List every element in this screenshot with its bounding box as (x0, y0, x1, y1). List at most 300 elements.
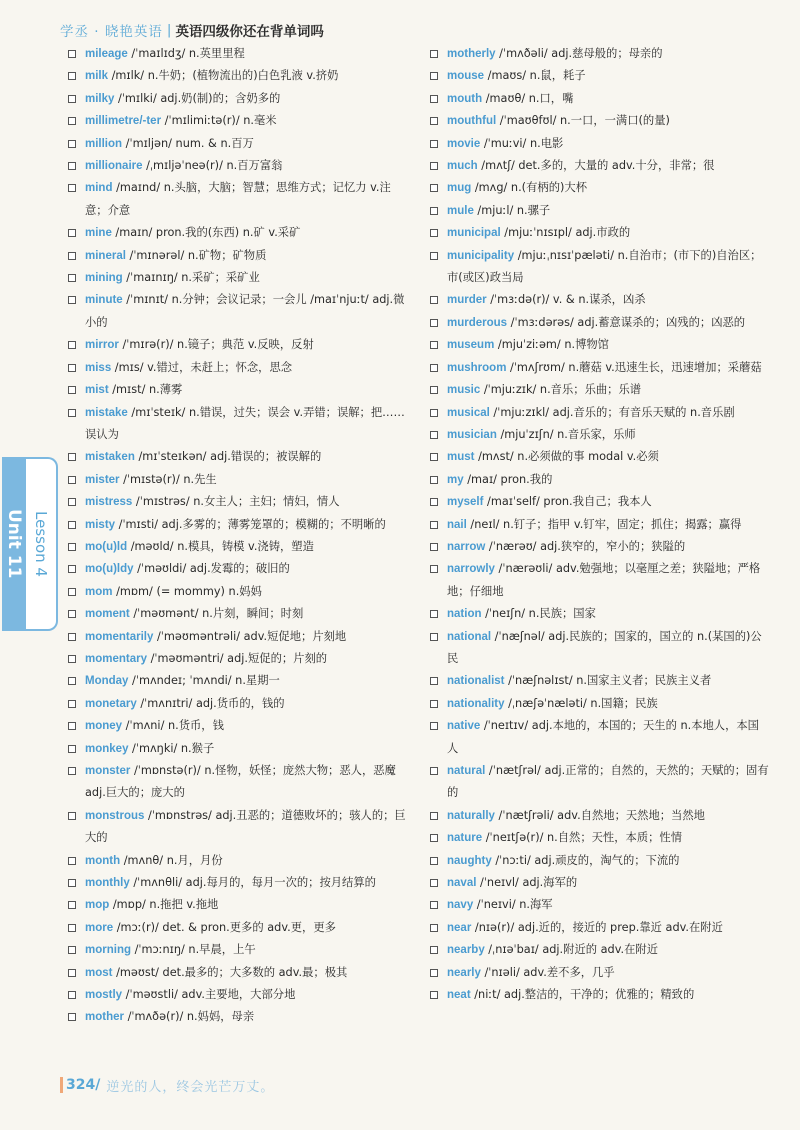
vocab-definition: /ˈmɪlki/ adj.奶(制)的；含奶多的 (114, 91, 281, 105)
vocab-entry (430, 379, 770, 401)
vocab-word: mop (85, 899, 110, 912)
vocab-entry (430, 222, 770, 244)
vocab-entry (430, 177, 770, 199)
vocab-word: mule (447, 204, 474, 217)
vocab-word: millionaire (85, 160, 143, 173)
vocab-word: million (85, 137, 123, 150)
vocab-entry (430, 155, 770, 177)
vocab-definition: /ˈmʌnθli/ adj.每月的，每月一次的；按月结算的 (129, 876, 376, 890)
vocab-definition: /mjuːˈnɪsɪpl/ adj.市政的 (500, 226, 631, 240)
vocab-definition: /ˈməʊstli/ adv.主要地，大部分地 (122, 988, 296, 1002)
vocab-entry (430, 536, 770, 558)
vocab-word: naval (447, 877, 477, 890)
page-number-slash: / (95, 1077, 101, 1093)
vocab-definition: /ˈməʊməntri/ adj.短促的；片刻的 (147, 651, 328, 665)
vocab-word: municipality (447, 249, 515, 262)
vocab-entry (68, 222, 408, 244)
vocab-definition: /niːt/ adj.整洁的，干净的；优雅的；精致的 (470, 988, 695, 1002)
vocab-definition: /ˈneɪvi/ n.海军 (473, 898, 553, 912)
vocab-entry (68, 110, 408, 132)
vocab-word: mining (85, 272, 123, 285)
vocab-definition: /nɪə(r)/ adj.近的，接近的 prep.靠近 adv.在附近 (471, 920, 723, 934)
vocab-definition: /məʊld/ n.模具，铸模 v.浇铸，塑造 (127, 539, 314, 553)
vocab-entry (68, 670, 408, 692)
checkbox[interactable] (430, 184, 438, 192)
vocab-entry (430, 491, 770, 513)
checkbox[interactable] (68, 924, 76, 932)
vocab-entry (68, 760, 408, 805)
vocab-word: native (447, 720, 481, 733)
footer-motto: 逆光的人，终会光芒万丈。 (106, 1079, 275, 1095)
vocab-definition: /ˈmaɪlɪdʒ/ n.英里里程 (127, 47, 245, 60)
vocab-word: mist (85, 384, 109, 397)
vocab-definition: /ˈnærəʊli/ adv.勉强地；以毫厘之差；狭隘地；严格地；仔细地 (447, 562, 761, 598)
checkbox[interactable] (430, 252, 438, 260)
vocab-definition: /ˈmɪstə(r)/ n.先生 (119, 472, 217, 486)
checkbox[interactable] (430, 476, 438, 484)
vocab-entry (68, 715, 408, 737)
checkbox[interactable] (430, 386, 438, 394)
vocab-word: mushroom (447, 361, 507, 374)
vocab-word: naturally (447, 809, 495, 822)
checkbox[interactable] (68, 140, 76, 148)
page-number: 324 (60, 1077, 95, 1093)
vocab-word: national (447, 630, 492, 643)
vocab-definition: /ˈnætʃrəl/ adj.正常的；自然的，天然的；天赋的；固有的 (447, 764, 769, 800)
checkbox[interactable] (430, 364, 438, 372)
checkbox[interactable] (430, 633, 438, 641)
vocab-definition: /ˌmɪljəˈneə(r)/ n.百万富翁 (142, 159, 283, 173)
checkbox[interactable] (430, 722, 438, 730)
vocab-word: monkey (85, 742, 129, 755)
vocab-definition: /mɒp/ n.拖把 v.拖地 (109, 898, 219, 912)
header-separator: | (166, 22, 172, 38)
vocab-word: mineral (85, 249, 126, 262)
vocab-entry (68, 648, 408, 670)
vocab-word: monetary (85, 697, 137, 710)
vocab-entry (68, 850, 408, 872)
brand-name: 学丞 · 晓艳英语 (60, 24, 163, 40)
vocab-entry (430, 65, 770, 87)
vocab-word: my (447, 473, 464, 486)
checkbox[interactable] (68, 700, 76, 708)
vocab-word: motherly (447, 48, 496, 60)
vocab-entry (68, 43, 408, 65)
vocab-definition: /maʊs/ n.鼠，耗子 (484, 69, 586, 83)
vocab-entry (68, 894, 408, 916)
vocab-definition: /ˈmɜːdərəs/ adj.蓄意谋杀的；凶残的；凶恶的 (507, 315, 746, 329)
vocab-definition: /ˈməʊldi/ adj.发霉的；破旧的 (133, 562, 290, 576)
vocab-word: navy (447, 899, 474, 912)
vocab-definition: /ˈmʌŋki/ n.猴子 (128, 741, 215, 755)
checkbox[interactable] (430, 767, 438, 775)
vocab-definition: /ˈmɪljən/ num. & n.百万 (122, 136, 254, 150)
checkbox[interactable] (68, 812, 76, 820)
checkbox[interactable] (68, 879, 76, 887)
vocab-entry (68, 267, 408, 289)
vocab-word: nearby (447, 944, 485, 957)
vocab-word: mo(u)ld (85, 540, 128, 553)
vocab-definition: /ˈnɔːti/ adj.顽皮的，淘气的；下流的 (491, 853, 680, 867)
vocab-entry (430, 603, 770, 625)
vocab-entry (68, 536, 408, 558)
vocab-word: myself (447, 496, 484, 509)
vocab-definition: /ˈnæʃnəl/ adj.民族的；国家的，国立的 n.(某国的)公民 (447, 629, 762, 665)
vocab-entry (68, 626, 408, 648)
vocab-entry (68, 581, 408, 603)
checkbox[interactable] (68, 162, 76, 170)
checkbox[interactable] (430, 207, 438, 215)
vocab-word: mug (447, 182, 472, 195)
checkbox[interactable] (430, 117, 438, 125)
vocab-definition: /maɪˈself/ pron.我自己；我本人 (483, 495, 652, 509)
vocab-entry (68, 939, 408, 961)
vocab-entry (430, 558, 770, 603)
checkbox[interactable] (430, 319, 438, 327)
vocab-word: must (447, 451, 475, 464)
vocab-entry (68, 379, 408, 401)
vocab-entry (68, 357, 408, 379)
checkbox[interactable] (430, 610, 438, 618)
vocab-definition: /mʌtʃ/ det.多的，大量的 adv.十分，非常；很 (477, 159, 715, 173)
vocab-entry (68, 155, 408, 177)
vocab-word: nationalist (447, 675, 505, 688)
vocab-word: mother (85, 1011, 124, 1024)
checkbox[interactable] (68, 633, 76, 641)
vocab-entry (68, 88, 408, 110)
vocab-definition: /ˈmɒnstrəs/ adj.丑恶的；道德败坏的；骇人的；巨大的 (85, 808, 406, 845)
vocab-definition: /ˈnærəʊ/ adj.狭窄的，窄小的；狭隘的 (485, 539, 686, 553)
vocab-word: momentary (85, 652, 147, 665)
vocab-word: nail (447, 518, 467, 531)
vocab-entry (68, 962, 408, 984)
vocab-definition: /ˈmʌni/ n.货币，钱 (122, 719, 224, 733)
vocab-definition: /ˈməʊməntrəli/ adv.短促地；片刻地 (153, 629, 347, 643)
vocab-definition: /ˈneɪtʃə(r)/ n.自然；天性，本质；性情 (482, 831, 683, 845)
vocab-definition: /ˈmʌðəli/ adj.慈母般的；母亲的 (495, 47, 663, 60)
checkbox[interactable] (68, 184, 76, 192)
vocab-entry (430, 446, 770, 468)
checkbox[interactable] (68, 386, 76, 394)
vocab-definition: /ˌnɪəˈbaɪ/ adj.附近的 adv.在附近 (484, 943, 659, 957)
checkbox[interactable] (68, 543, 76, 551)
vocab-definition: /ˈmɪnɪt/ n.分钟；会议记录；一会儿 /maɪˈnjuːt/ adj.微小的 (85, 293, 405, 329)
vocab-word: miss (85, 361, 112, 374)
vocab-entry (430, 693, 770, 715)
vocab-entry (430, 939, 770, 961)
checkbox[interactable] (430, 924, 438, 932)
vocab-word: music (447, 384, 481, 397)
checkbox[interactable] (430, 677, 438, 685)
vocab-word: narrow (447, 540, 486, 553)
vocab-word: mouthful (447, 115, 497, 128)
checkbox[interactable] (68, 50, 76, 58)
checkbox[interactable] (68, 274, 76, 282)
vocab-entry (68, 469, 408, 491)
vocab-entry (68, 558, 408, 580)
vocab-definition: /ˈneɪtɪv/ adj.本地的，本国的；天生的 n.本地人，本国人 (447, 719, 759, 755)
vocab-word: museum (447, 339, 495, 352)
checkbox[interactable] (430, 95, 438, 103)
vocab-entry (430, 984, 770, 1006)
vocab-word: musical (447, 406, 490, 419)
vocab-definition: /maʊθ/ n.口，嘴 (482, 91, 574, 105)
checkbox[interactable] (430, 565, 438, 573)
vocab-entry (430, 962, 770, 984)
checkbox[interactable] (430, 812, 438, 820)
vocab-word: milky (85, 92, 115, 105)
vocab-definition: /ˈnɪəli/ adv.差不多，几乎 (480, 965, 615, 979)
checkbox[interactable] (430, 431, 438, 439)
vocab-entry (68, 805, 408, 850)
vocab-definition: /mɪst/ n.薄雾 (108, 383, 183, 397)
vocab-entry (430, 514, 770, 536)
checkbox[interactable] (430, 72, 438, 80)
vocab-word: monstrous (85, 809, 145, 822)
vocab-definition: /mɪˈsteɪk/ n.错误，过失；误会 v.弄错；误解；把……误认为 (85, 405, 405, 441)
vocab-entry (430, 334, 770, 356)
checkbox[interactable] (430, 901, 438, 909)
vocab-definition: /ˈmʌnɪtri/ adj.货币的，钱的 (136, 696, 285, 710)
checkbox[interactable] (68, 565, 76, 573)
checkbox[interactable] (430, 879, 438, 887)
vocab-definition: /mɪs/ v.错过，未赶上；怀念，思念 (111, 360, 293, 374)
checkbox[interactable] (68, 946, 76, 954)
checkbox[interactable] (68, 991, 76, 999)
vocab-word: natural (447, 765, 486, 777)
checkbox[interactable] (68, 857, 76, 865)
vocab-word: mostly (85, 989, 123, 1002)
vocab-definition: /mjuːl/ n.骡子 (473, 203, 551, 217)
vocab-definition: /ˈmɜːdə(r)/ v. & n.谋杀，凶杀 (486, 293, 646, 307)
vocab-word: musician (447, 428, 497, 441)
vocab-entry (430, 715, 770, 760)
vocab-definition: /ˈmɪstrəs/ n.女主人；主妇；情妇，情人 (132, 495, 340, 509)
checkbox[interactable] (430, 946, 438, 954)
vocab-definition: /mʌnθ/ n.月，月份 (120, 853, 223, 867)
checkbox[interactable] (430, 296, 438, 304)
book-title: 英语四级你还在背单词吗 (175, 24, 324, 40)
vocab-word: mouse (447, 70, 485, 83)
vocab-entry (68, 289, 408, 334)
vocab-word: monster (85, 765, 131, 777)
vocab-definition: /ˈmɪrə(r)/ n.镜子；典范 v.反映，反射 (118, 338, 314, 352)
vocab-entry (68, 446, 408, 468)
vocab-word: narrowly (447, 563, 495, 576)
vocab-word: mind (85, 182, 113, 195)
vocab-entry (430, 917, 770, 939)
vocab-entry (68, 177, 408, 222)
vocab-definition: /mʌst/ n.必须做的事 modal v.必须 (474, 450, 659, 464)
checkbox[interactable] (430, 700, 438, 708)
vocab-definition: /məʊst/ det.最多的；大多数的 adv.最；极其 (112, 965, 348, 979)
vocab-word: month (85, 854, 121, 867)
vocab-word: mistress (85, 496, 133, 509)
vocab-word: money (85, 720, 123, 733)
vocab-entry (430, 245, 770, 290)
vocab-entry (68, 738, 408, 760)
vocab-word: mirror (85, 339, 119, 352)
vocab-entry (430, 289, 770, 311)
checkbox[interactable] (68, 364, 76, 372)
checkbox[interactable] (68, 252, 76, 260)
vocab-entry (430, 850, 770, 872)
vocab-definition: /ˈmʌʃrʊm/ n.蘑菇 v.迅速生长，迅速增加；采蘑菇 (506, 360, 762, 374)
checkbox[interactable] (68, 341, 76, 349)
checkbox[interactable] (430, 857, 438, 865)
vocab-definition: /maɪnd/ n.头脑，大脑；智慧；思维方式；记忆力 v.注意；介意 (85, 181, 391, 217)
checkbox[interactable] (430, 341, 438, 349)
checkbox[interactable] (430, 50, 438, 58)
vocab-definition: /ˈmʌðə(r)/ n.妈妈，母亲 (123, 1010, 255, 1024)
vocab-word: movie (447, 137, 481, 150)
vocab-entry (68, 491, 408, 513)
checkbox[interactable] (68, 610, 76, 618)
vocab-word: misty (85, 518, 116, 531)
checkbox[interactable] (68, 498, 76, 506)
checkbox[interactable] (430, 969, 438, 977)
checkbox[interactable] (430, 409, 438, 417)
vocab-word: most (85, 966, 113, 979)
vocab-word: nature (447, 832, 483, 845)
vocab-definition: /ˈnæʃnəlɪst/ n.国家主义者；民族主义者 (504, 674, 712, 688)
checkbox[interactable] (68, 901, 76, 909)
right-column (430, 43, 770, 1006)
vocab-entry (68, 693, 408, 715)
vocab-entry (430, 469, 770, 491)
vocab-definition: /maɪn/ pron.我的(东西) n.矿 v.采矿 (111, 226, 301, 240)
vocab-entry (68, 603, 408, 625)
vocab-word: mouth (447, 92, 483, 105)
checkbox[interactable] (68, 229, 76, 237)
vocab-entry (430, 110, 770, 132)
vocab-entry (68, 1006, 408, 1028)
vocab-definition: /neɪl/ n.钉子；指甲 v.钉牢，固定；抓住；揭露；赢得 (466, 517, 742, 531)
checkbox[interactable] (68, 453, 76, 461)
vocab-entry (68, 133, 408, 155)
vocab-entry (68, 65, 408, 87)
checkbox[interactable] (68, 745, 76, 753)
vocab-entry (430, 872, 770, 894)
vocab-definition: /mɪˈsteɪkən/ adj.错误的；被误解的 (134, 450, 322, 464)
vocab-definition: /ˈmaʊθfʊl/ n.一口，一满口(的量) (496, 114, 670, 128)
vocab-word: nationality (447, 697, 505, 710)
vocab-word: momentarily (85, 630, 154, 643)
checkbox[interactable] (430, 162, 438, 170)
vocab-word: minute (85, 294, 123, 307)
vocab-definition: /mjuˈzɪʃn/ n.音乐家，乐师 (496, 427, 636, 441)
vocab-entry (68, 245, 408, 267)
vocab-entry (430, 402, 770, 424)
vocab-word: Monday (85, 675, 129, 688)
vocab-word: near (447, 921, 472, 934)
vocab-definition: /ˈməʊmənt/ n.片刻，瞬间；时刻 (129, 607, 304, 621)
checkbox[interactable] (68, 72, 76, 80)
vocab-word: mister (85, 473, 120, 486)
vocab-entry (68, 984, 408, 1006)
vocab-word: much (447, 160, 478, 173)
checkbox[interactable] (68, 409, 76, 417)
vocab-definition: /mjuˈziːəm/ n.博物馆 (494, 338, 609, 352)
checkbox[interactable] (430, 140, 438, 148)
vocab-entry (430, 827, 770, 849)
checkbox[interactable] (430, 991, 438, 999)
checkbox[interactable] (430, 521, 438, 529)
vocab-definition: /ˈmɪsti/ adj.多雾的；薄雾笼罩的；模糊的；不明晰的 (115, 517, 386, 531)
vocab-word: milk (85, 70, 109, 83)
checkbox[interactable] (68, 1013, 76, 1021)
vocab-word: municipal (447, 227, 501, 240)
checkbox[interactable] (430, 229, 438, 237)
vocab-word: murder (447, 294, 487, 307)
vocab-entry (430, 357, 770, 379)
vocab-word: mistake (85, 406, 128, 419)
vocab-entry (430, 805, 770, 827)
vocab-definition: /mjuːˌnɪsɪˈpæləti/ n.自治市；(市下的)自治区；市(或区)政当局 (447, 248, 762, 285)
checkbox[interactable] (430, 834, 438, 842)
vocab-definition: /ˈmjuːzɪk/ n.音乐；乐曲；乐谱 (480, 383, 642, 397)
vocab-word: mine (85, 227, 112, 240)
vocab-word: mom (85, 585, 113, 598)
vocab-definition: /ˈmɔːnɪŋ/ n.早晨，上午 (131, 943, 256, 957)
vocab-word: mistaken (85, 451, 135, 464)
vocab-definition: /ˈmɪlimiːtə(r)/ n.毫米 (161, 114, 277, 128)
vocab-entry (430, 200, 770, 222)
checkbox[interactable] (68, 588, 76, 596)
checkbox[interactable] (68, 476, 76, 484)
vocab-definition: /ˌnæʃəˈnæləti/ n.国籍；民族 (504, 696, 658, 710)
vocab-entry (68, 334, 408, 356)
vocab-entry (430, 626, 770, 671)
checkbox[interactable] (68, 296, 76, 304)
vocab-definition: /ˈmjuːzɪkl/ adj.音乐的；有音乐天赋的 n.音乐剧 (489, 405, 735, 419)
vocab-entry (430, 88, 770, 110)
checkbox[interactable] (68, 117, 76, 125)
vocab-entry (430, 894, 770, 916)
vocab-entry (68, 514, 408, 536)
vocab-word: mo(u)ldy (85, 563, 134, 576)
vocab-definition: /maɪ/ pron.我的 (463, 472, 553, 486)
vocab-word: murderous (447, 316, 508, 329)
vocab-definition: /ˈmɒnstə(r)/ n.怪物，妖怪；庞然大物；恶人，恶魔 adj.巨大的；庞大的 (85, 764, 396, 800)
unit-lesson-tab (2, 457, 58, 631)
checkbox[interactable] (68, 521, 76, 529)
checkbox[interactable] (68, 677, 76, 685)
vocab-entry (68, 872, 408, 894)
checkbox[interactable] (68, 969, 76, 977)
vocab-definition: /ˈneɪʃn/ n.民族；国家 (481, 607, 596, 621)
vocab-word: nation (447, 608, 482, 621)
checkbox[interactable] (68, 722, 76, 730)
checkbox[interactable] (68, 767, 76, 775)
checkbox[interactable] (430, 453, 438, 461)
checkbox[interactable] (68, 655, 76, 663)
vocab-definition: /ˈneɪvl/ adj.海军的 (476, 876, 578, 890)
lesson-label: Lesson 4 (32, 511, 50, 577)
vocab-word: neat (447, 989, 471, 1002)
unit-label: Unit 11 (2, 459, 26, 629)
checkbox[interactable] (68, 95, 76, 103)
page-header (60, 18, 324, 42)
checkbox[interactable] (430, 498, 438, 506)
vocab-entry (68, 917, 408, 939)
vocab-word: millimetre/-ter (85, 115, 162, 128)
checkbox[interactable] (430, 543, 438, 551)
page-footer (60, 1073, 274, 1097)
left-column (68, 43, 408, 1029)
vocab-definition: /ˈmʌndeɪ; ˈmʌndi/ n.星期一 (128, 674, 280, 688)
vocab-definition: /mʌg/ n.(有柄的)大杯 (471, 181, 587, 195)
